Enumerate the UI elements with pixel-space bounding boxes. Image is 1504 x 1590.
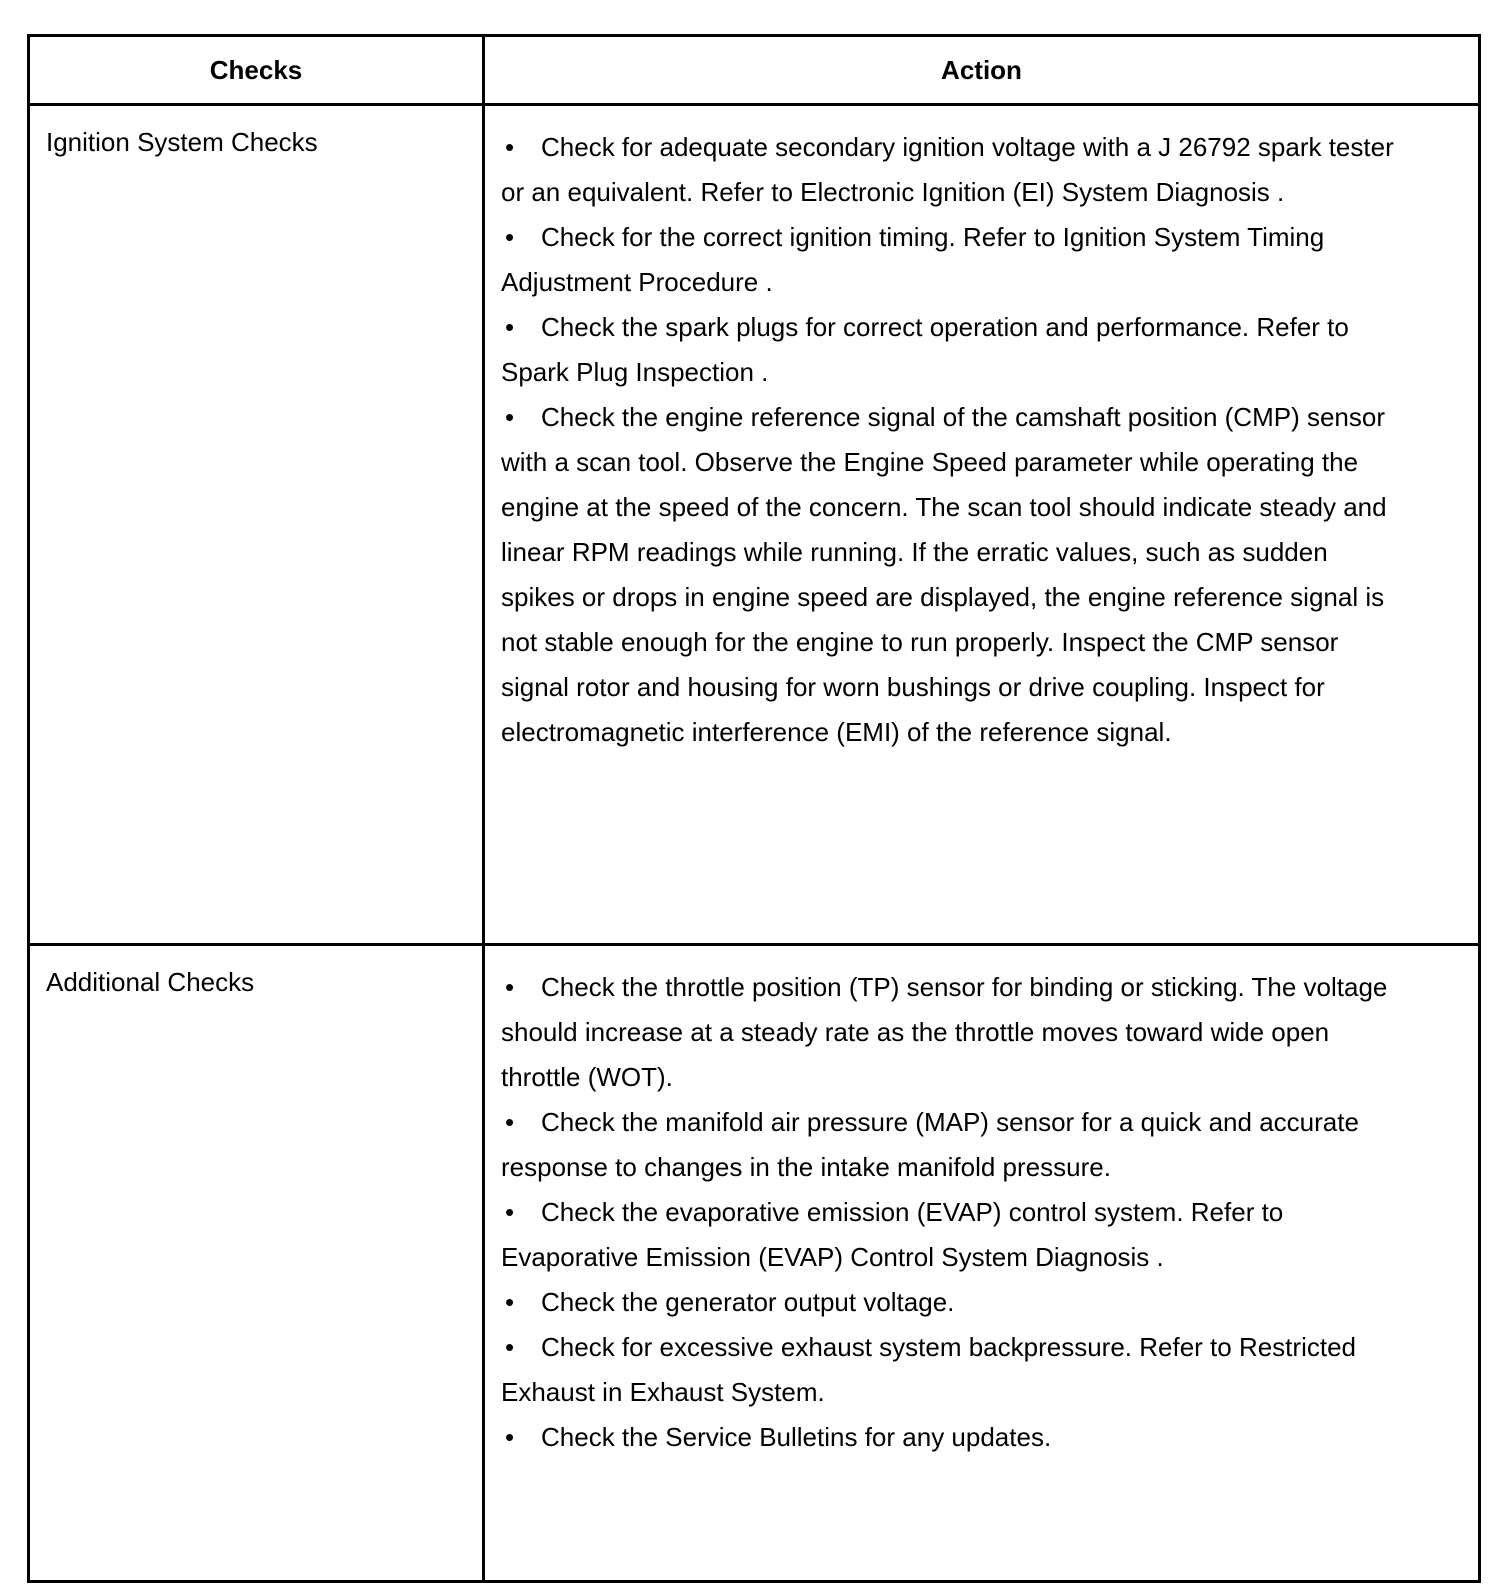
table-row — [29, 945, 1480, 1582]
bullet-icon: • — [505, 1422, 515, 1452]
bullet-icon: • — [505, 132, 515, 162]
list-item — [501, 1190, 1398, 1280]
list-item — [501, 395, 1398, 755]
diagnostic-checks-table — [27, 34, 1481, 1583]
bullet-icon: • — [505, 312, 515, 342]
list-item — [501, 215, 1398, 305]
action-text: Check the generator output voltage. — [541, 1287, 955, 1317]
action-cell-additional — [484, 945, 1480, 1582]
table-row — [29, 105, 1480, 945]
action-text: Check the evaporative emission (EVAP) control system. Refer to Evaporative Emission (EVAP) Control System Diagnosis . — [501, 1197, 1284, 1272]
bullet-icon: • — [505, 972, 515, 1002]
action-list — [501, 965, 1398, 1460]
bullet-icon: • — [505, 222, 515, 252]
action-text: Check for the correct ignition timing. Refer to Ignition System Timing Adjustment Procedure . — [501, 222, 1325, 297]
action-text: Check for adequate secondary ignition voltage with a J 26792 spark tester or an equivalent. Refer to Electronic Ignition (EI) System Diagnosis . — [501, 132, 1394, 207]
bullet-icon: • — [505, 1332, 515, 1362]
action-text: Check the manifold air pressure (MAP) sensor for a quick and accurate response to changes in the intake manifold pressure. — [501, 1107, 1359, 1182]
checks-column-header: Checks — [29, 36, 484, 105]
check-category-ignition: Ignition System Checks — [29, 105, 484, 945]
action-text: Check the engine reference signal of the camshaft position (CMP) sensor with a scan tool. Observe the Engine Speed parameter while operating the engine at the speed of the concern. The scan tool should indicate steady and linear RPM readings while running. If the erratic values, such as sudden spikes or drops in engine speed are displayed, the engine reference signal is not stable enough for the engine to run properly. Inspect the CMP sensor signal rotor and housing for worn bushings or drive coupling. Inspect for electromagnetic interference (EMI) of the reference signal. — [501, 402, 1387, 747]
bullet-icon: • — [505, 402, 515, 432]
table-header-row — [29, 36, 1480, 105]
list-item — [501, 125, 1398, 215]
action-cell-ignition — [484, 105, 1480, 945]
list-item — [501, 305, 1398, 395]
list-item — [501, 1325, 1398, 1415]
bullet-icon: • — [505, 1107, 515, 1137]
action-text: Check the Service Bulletins for any updates. — [541, 1422, 1052, 1452]
action-text: Check for excessive exhaust system backpressure. Refer to Restricted Exhaust in Exhaust System. — [501, 1332, 1356, 1407]
bullet-icon: • — [505, 1287, 515, 1317]
bullet-icon: • — [505, 1197, 515, 1227]
action-text: Check the spark plugs for correct operation and performance. Refer to Spark Plug Inspection . — [501, 312, 1349, 387]
action-column-header: Action — [484, 36, 1480, 105]
action-text: Check the throttle position (TP) sensor for binding or sticking. The voltage should increase at a steady rate as the throttle moves toward wide open throttle (WOT). — [501, 972, 1388, 1092]
action-list — [501, 125, 1398, 755]
list-item — [501, 1415, 1398, 1460]
list-item — [501, 965, 1398, 1100]
list-item — [501, 1280, 1398, 1325]
list-item — [501, 1100, 1398, 1190]
check-category-additional: Additional Checks — [29, 945, 484, 1582]
